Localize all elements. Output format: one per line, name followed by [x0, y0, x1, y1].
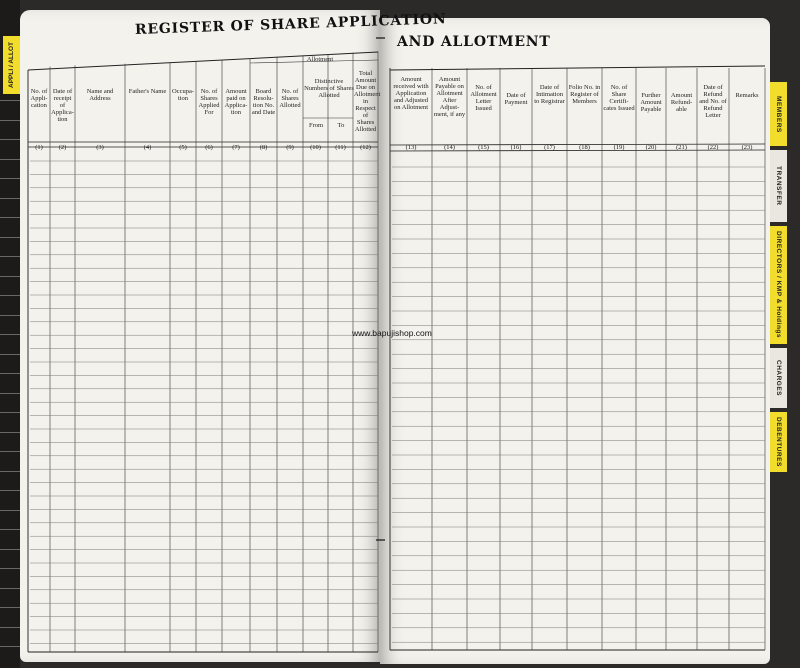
column-header-6: No. of Shares Applied For	[198, 88, 220, 116]
column-number-23: (23)	[741, 144, 753, 151]
column-header-23: Remarks	[735, 92, 759, 99]
column-number-11: (11)	[335, 144, 346, 151]
column-number-4: (4)	[143, 144, 152, 151]
index-tab-4[interactable]: CHARGES	[770, 348, 787, 408]
column-number-1: (1)	[35, 144, 43, 151]
column-number-7: (7)	[232, 144, 240, 151]
column-number-2: (2)	[58, 144, 67, 151]
column-number-3: (3)	[96, 144, 104, 151]
column-number-8: (8)	[259, 144, 268, 151]
column-number-16: (16)	[510, 144, 522, 151]
from-subheader: From	[308, 122, 324, 129]
column-header-21: Amount Refund-able	[670, 92, 693, 113]
allotment-group-header: Allotment	[306, 56, 334, 63]
column-header-14: Amount Payable on Allotment After Adjust-ment, if any	[433, 76, 466, 118]
register-title-right: AND ALLOTMENT	[397, 34, 551, 50]
table-top-line	[390, 66, 765, 70]
column-number-12: (12)	[360, 144, 371, 151]
column-number-6: (6)	[205, 144, 213, 151]
column-header-19: No. of Share Certifi-cates Issued	[603, 84, 635, 112]
watermark-url: www.bapujishop.com	[352, 328, 432, 338]
column-header-17: Date of Intimation to Registrar	[534, 84, 565, 105]
column-header-16: Date of Payment	[504, 92, 528, 106]
column-number-18: (18)	[579, 144, 590, 151]
column-number-20: (20)	[645, 144, 657, 151]
column-header-5: Occupa-tion	[171, 88, 194, 102]
column-number-14: (14)	[444, 144, 455, 151]
column-header-4: Father's Name	[128, 88, 167, 95]
index-tab-1[interactable]: MEMBERS	[770, 82, 787, 146]
column-number-15: (15)	[478, 144, 489, 151]
register-title-left: REGISTER OF SHARE APPLICATION	[134, 11, 447, 38]
column-header-2: Date of receipt of Applica-tion	[51, 88, 74, 123]
left-index-tab[interactable]: APPLI / ALLOT	[3, 36, 20, 94]
column-number-21: (21)	[676, 144, 687, 151]
column-header-20: Further Amount Payable	[640, 92, 662, 113]
column-header-12: Total Amount Due on Allotment in Respect of Shares Allotted	[354, 70, 381, 133]
column-header-22: Date of Refund and No. of Refund Letter	[699, 84, 727, 119]
column-header-15: No. of Allotment Letter Issued	[470, 84, 497, 112]
column-number-17: (17)	[544, 144, 555, 151]
column-header-13: Amount received with Application and Adjusted on Allotment	[393, 76, 429, 111]
column-number-22: (22)	[707, 144, 719, 151]
to-subheader: To	[337, 122, 345, 129]
column-number-19: (19)	[613, 144, 625, 151]
index-tab-3[interactable]: DIRECTORS / KMP & Holdings	[770, 226, 787, 344]
column-number-10: (10)	[310, 144, 321, 151]
column-header-7: Amount paid on Applica-tion	[224, 88, 248, 116]
column-header-8: Board Resolu-tion No. and Date	[251, 88, 276, 116]
index-tab-2[interactable]: TRANSFER	[770, 150, 787, 222]
column-header-1: No. of Appli-cation	[30, 88, 48, 109]
index-tab-5[interactable]: DEBENTURES	[770, 412, 787, 472]
column-header-18: Folio No. in Register of Members	[568, 84, 601, 105]
column-header-9: No. of Shares Allotted	[279, 88, 301, 109]
column-header-10: Distinctive Numbers of Shares Allotted	[304, 78, 354, 99]
column-number-13: (13)	[405, 144, 417, 151]
column-number-9: (9)	[286, 144, 294, 151]
column-number-5: (5)	[179, 144, 187, 151]
column-header-3: Name and Address	[86, 88, 114, 102]
